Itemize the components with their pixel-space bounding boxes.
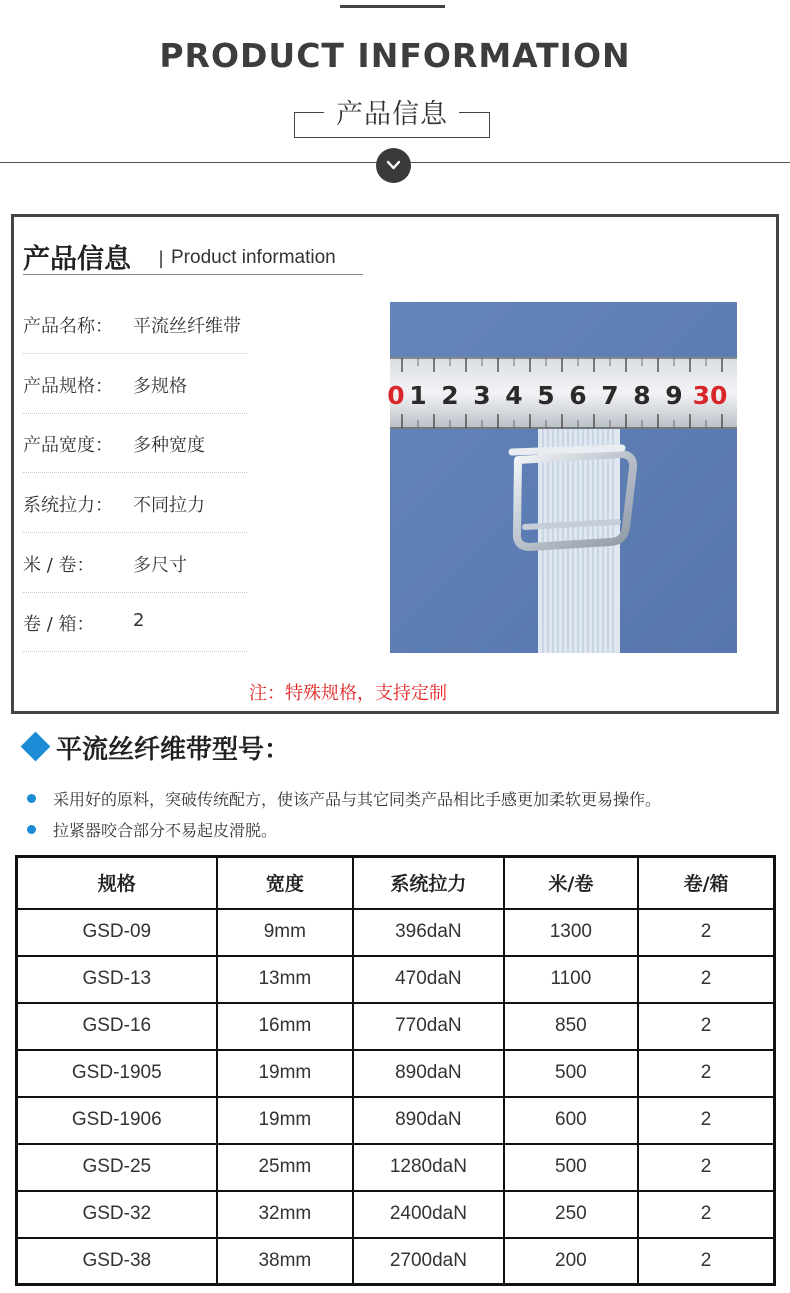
spec-value: 多规格: [133, 376, 187, 397]
table-cell: 19mm: [217, 1097, 354, 1144]
table-cell: GSD-16: [17, 1003, 217, 1050]
table-cell: 1280daN: [353, 1144, 504, 1191]
table-row: [17, 1003, 775, 1050]
chevron-down-icon: [376, 148, 411, 183]
table-cell: 2: [638, 1238, 774, 1285]
table-cell: GSD-09: [17, 909, 217, 956]
table-cell: 470daN: [353, 956, 504, 1003]
table-cell: 1100: [504, 956, 638, 1003]
ruler-number: 1: [409, 381, 427, 410]
bullet-dot-icon: [27, 825, 36, 834]
ruler-number: 0: [387, 381, 405, 410]
table-cell: 200: [504, 1238, 638, 1285]
table-cell: 770daN: [353, 1003, 504, 1050]
table-cell: 2: [638, 1191, 774, 1238]
strap-buckle-illustration: [387, 302, 737, 653]
table-cell: 2: [638, 909, 774, 956]
model-title: 平流丝纤维带型号：: [56, 735, 291, 765]
table-cell: GSD-38: [17, 1238, 217, 1285]
table-cell: 1300: [504, 909, 638, 956]
table-cell: 38mm: [217, 1238, 354, 1285]
ruler-number: 3: [473, 381, 491, 410]
spec-label: 产品名称：: [23, 316, 113, 337]
header-width: 宽度: [217, 857, 354, 909]
table-row: [17, 956, 775, 1003]
header-spec: 规格: [17, 857, 217, 909]
ruler-number: 8: [633, 381, 651, 410]
spec-value: 2: [133, 610, 145, 631]
table-row: [17, 1050, 775, 1097]
table-cell: 396daN: [353, 909, 504, 956]
table-cell: 600: [504, 1097, 638, 1144]
spec-row-tension: [23, 473, 247, 533]
spec-label: 系统拉力：: [23, 495, 113, 516]
table-cell: 2: [638, 1097, 774, 1144]
spec-value: 多尺寸: [133, 555, 187, 576]
ruler-number: 6: [569, 381, 587, 410]
product-photo: [387, 302, 737, 653]
spec-value: 多种宽度: [133, 435, 205, 456]
table-cell: 2400daN: [353, 1191, 504, 1238]
table-cell: 890daN: [353, 1050, 504, 1097]
table-row: [17, 1144, 775, 1191]
product-info-box: [11, 214, 779, 714]
table-cell: GSD-25: [17, 1144, 217, 1191]
table-cell: 500: [504, 1144, 638, 1191]
table-cell: 2: [638, 1003, 774, 1050]
info-heading-en: Product information: [171, 247, 336, 268]
ruler-number: 30: [692, 381, 728, 410]
scroll-down-button[interactable]: [376, 148, 411, 183]
spec-label: 米 / 卷：: [23, 555, 95, 576]
table-cell: 2700daN: [353, 1238, 504, 1285]
header-meters-per-roll: 米/卷: [504, 857, 638, 909]
table-cell: 32mm: [217, 1191, 354, 1238]
spec-row-spec: [23, 354, 247, 414]
bullet-dot-icon: [27, 794, 36, 803]
spec-row-width: [23, 413, 247, 473]
table-row: [17, 1097, 775, 1144]
table-cell: 2: [638, 956, 774, 1003]
hero-title: PRODUCT INFORMATION: [159, 36, 631, 75]
hero-subtitle: 产品信息: [336, 99, 448, 130]
info-heading-separator: |: [158, 248, 165, 269]
header-tension: 系统拉力: [353, 857, 504, 909]
spec-value: 平流丝纤维带: [133, 316, 241, 337]
feature-text: 拉紧器咬合部分不易起皮滑脱。: [53, 821, 278, 840]
table-cell: GSD-13: [17, 956, 217, 1003]
spec-label: 卷 / 箱：: [23, 614, 95, 635]
table-row: [17, 1238, 775, 1285]
ruler-number: 9: [665, 381, 683, 410]
table-cell: 250: [504, 1191, 638, 1238]
spec-label: 产品规格：: [23, 376, 113, 397]
diamond-icon: [21, 732, 51, 762]
table-cell: 2: [638, 1050, 774, 1097]
table-cell: 2: [638, 1144, 774, 1191]
table-cell: GSD-1905: [17, 1050, 217, 1097]
table-cell: 16mm: [217, 1003, 354, 1050]
table-cell: GSD-1906: [17, 1097, 217, 1144]
table-header-row: [17, 857, 775, 909]
spec-row-meters-per-roll: [23, 533, 247, 593]
table-cell: 13mm: [217, 956, 354, 1003]
table-row: [17, 909, 775, 956]
top-rule: [340, 5, 445, 8]
info-heading-cn: 产品信息: [23, 244, 131, 275]
table-row: [17, 1191, 775, 1238]
table-cell: 19mm: [217, 1050, 354, 1097]
table-cell: 890daN: [353, 1097, 504, 1144]
table-cell: GSD-32: [17, 1191, 217, 1238]
table-cell: 9mm: [217, 909, 354, 956]
info-heading: [23, 237, 363, 275]
model-spec-table: [15, 855, 776, 1286]
table-cell: 25mm: [217, 1144, 354, 1191]
ruler-number: 2: [441, 381, 459, 410]
ruler-number: 4: [505, 381, 523, 410]
table-cell: 850: [504, 1003, 638, 1050]
spec-row-rolls-per-box: [23, 592, 247, 652]
custom-spec-note: 注：特殊规格，支持定制: [249, 683, 447, 704]
spec-label: 产品宽度：: [23, 435, 113, 456]
ruler-number: 5: [537, 381, 555, 410]
ruler-number: 7: [601, 381, 619, 410]
feature-text: 采用好的原料，突破传统配方，使该产品与其它同类产品相比手感更加柔软更易操作。: [53, 790, 662, 809]
table-cell: 500: [504, 1050, 638, 1097]
spec-value: 不同拉力: [133, 495, 205, 516]
header-rolls-per-box: 卷/箱: [638, 857, 774, 909]
spec-row-name: [23, 294, 247, 354]
